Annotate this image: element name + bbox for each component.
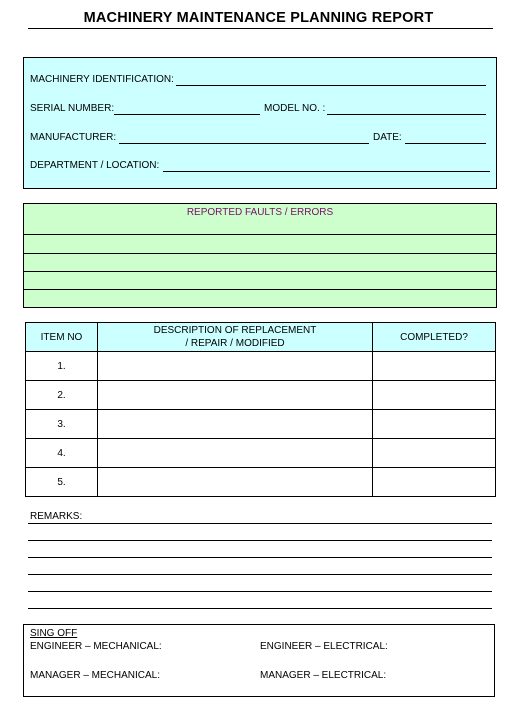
table-row	[26, 410, 496, 439]
description-cell[interactable]	[98, 468, 373, 497]
item-number-cell: 1.	[26, 352, 98, 381]
machinery-info-section	[23, 57, 497, 189]
table-row	[26, 381, 496, 410]
manager-mechanical-label: MANAGER – MECHANICAL:	[30, 670, 161, 681]
item-number-cell: 5.	[26, 468, 98, 497]
reported-faults-section	[23, 203, 497, 308]
manufacturer-label: MANUFACTURER:	[30, 132, 117, 143]
title-underline	[28, 28, 493, 29]
remarks-label: REMARKS:	[30, 511, 83, 522]
remarks-line[interactable]	[28, 557, 492, 558]
completed-header: COMPLETED?	[373, 323, 496, 352]
signoff-title: SING OFF	[30, 628, 78, 639]
machinery-id-field[interactable]	[176, 85, 486, 86]
date-field[interactable]	[405, 143, 486, 144]
department-location-field[interactable]	[163, 171, 490, 172]
fault-row-divider	[24, 289, 496, 290]
table-row	[26, 352, 496, 381]
completed-cell[interactable]	[373, 439, 496, 468]
table-row	[26, 439, 496, 468]
serial-number-label: SERIAL NUMBER:	[30, 103, 115, 114]
completed-cell[interactable]	[373, 381, 496, 410]
completed-cell[interactable]	[373, 468, 496, 497]
item-number-cell: 3.	[26, 410, 98, 439]
item-number-cell: 2.	[26, 381, 98, 410]
items-table-header-row	[26, 323, 496, 352]
report-title: MACHINERY MAINTENANCE PLANNING REPORT	[83, 10, 434, 26]
description-header	[98, 323, 373, 352]
description-header-line-2: / REPAIR / MODIFIED	[185, 338, 285, 349]
completed-cell[interactable]	[373, 410, 496, 439]
date-label: DATE:	[373, 132, 402, 143]
description-header-line-1: DESCRIPTION OF REPLACEMENT	[153, 325, 317, 336]
fault-row-divider	[24, 253, 496, 254]
item-no-header: ITEM NO	[26, 323, 98, 352]
remarks-line[interactable]	[28, 523, 492, 524]
description-cell[interactable]	[98, 410, 373, 439]
remarks-line[interactable]	[28, 591, 492, 592]
description-cell[interactable]	[98, 352, 373, 381]
signoff-section	[23, 624, 495, 697]
manager-electrical-label: MANAGER – ELECTRICAL:	[260, 670, 387, 681]
remarks-line[interactable]	[28, 574, 492, 575]
machinery-id-label: MACHINERY IDENTIFICATION:	[30, 74, 174, 85]
model-no-field[interactable]	[327, 114, 486, 115]
description-cell[interactable]	[98, 439, 373, 468]
engineer-electrical-label: ENGINEER – ELECTRICAL:	[260, 641, 388, 652]
completed-cell[interactable]	[373, 352, 496, 381]
fault-row-divider	[24, 271, 496, 272]
items-table	[25, 322, 496, 497]
manufacturer-field[interactable]	[119, 143, 369, 144]
description-cell[interactable]	[98, 381, 373, 410]
remarks-line[interactable]	[28, 540, 492, 541]
table-row	[26, 468, 496, 497]
department-location-label: DEPARTMENT / LOCATION:	[30, 160, 160, 171]
item-number-cell: 4.	[26, 439, 98, 468]
model-no-label: MODEL NO. :	[264, 103, 326, 114]
serial-number-field[interactable]	[114, 114, 260, 115]
remarks-line[interactable]	[28, 608, 492, 609]
engineer-mechanical-label: ENGINEER – MECHANICAL:	[30, 641, 162, 652]
reported-faults-header: REPORTED FAULTS / ERRORS	[24, 204, 496, 235]
